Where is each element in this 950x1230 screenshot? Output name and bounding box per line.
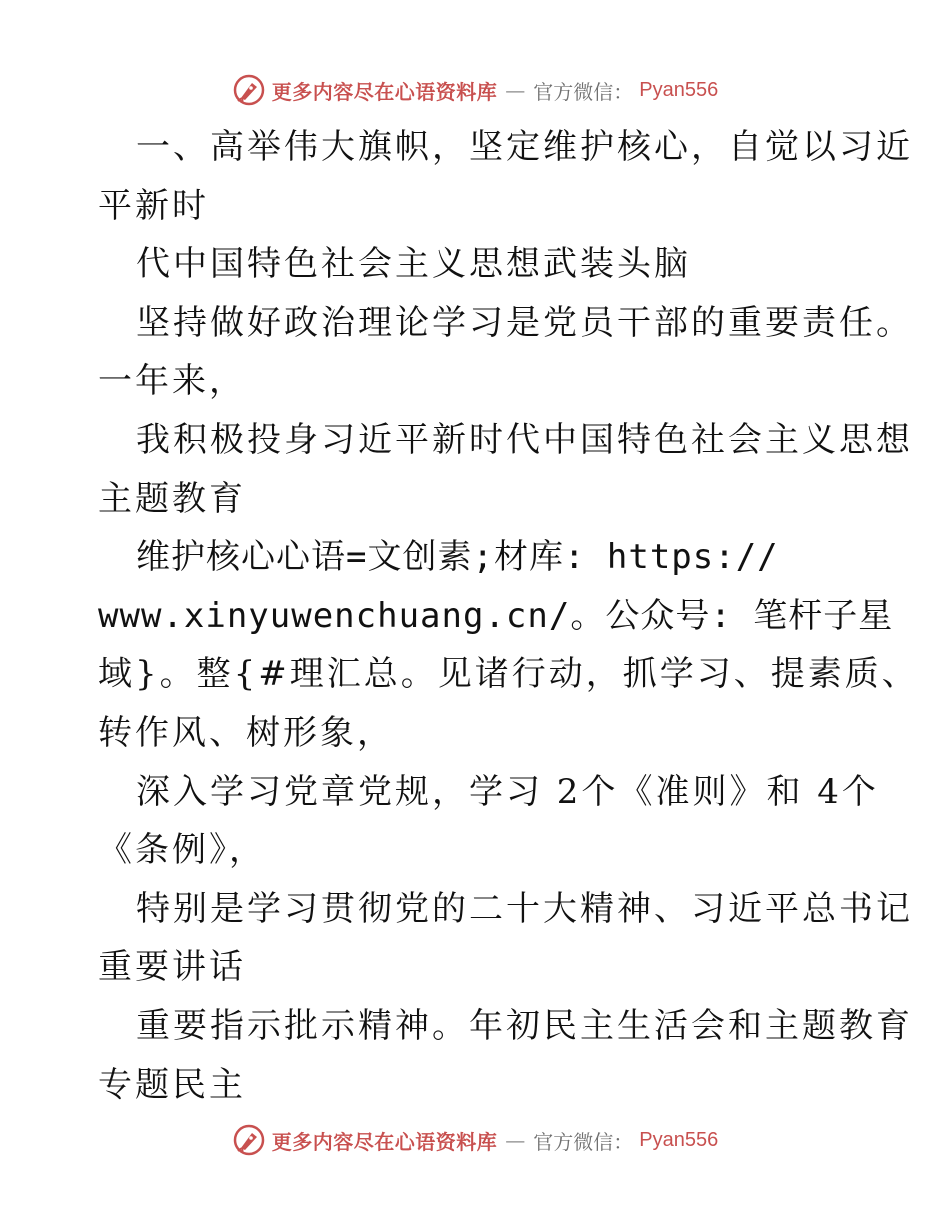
banner-wechat-label: 官方微信： — [533, 79, 634, 104]
text-line: 深入学习党章党规，学习 2个《准则》和 4个 — [136, 771, 879, 812]
text-line: 重要讲话 — [98, 947, 246, 988]
text-line: 域}。整{#理汇总。见诸行动，抓学习、提素质、 — [98, 654, 919, 695]
text-line: 我积极投身习近平新时代中国特色社会主义思想 — [136, 419, 913, 460]
text-line: 专题民主 — [98, 1064, 246, 1105]
banner-dash: — — [505, 78, 526, 102]
banner-wechat-id: Pyan556 — [639, 1128, 719, 1151]
text-line: 一年来， — [98, 361, 246, 402]
banner-main-text: 更多内容尽在心语资料库 — [271, 1129, 498, 1154]
text-line: 特别是学习贯彻党的二十大精神、习近平总书记 — [136, 888, 913, 929]
text-line: 代中国特色社会主义思想武装头脑 — [136, 244, 691, 285]
header-watermark-banner — [0, 70, 950, 110]
text-line: 一、高举伟大旗帜，坚定维护核心，自觉以习近 — [136, 127, 913, 167]
text-line: 主题教育 — [98, 478, 246, 519]
text-line: 转作风、树形象， — [98, 712, 394, 753]
banner-wechat-id: Pyan556 — [639, 78, 719, 101]
text-line: www.xinyuwenchuang.cn/。公众号: 笔杆子星 — [98, 595, 894, 636]
text-line: 《条例》， — [98, 830, 266, 871]
text-line: 坚持做好政治理论学习是党员干部的重要责任。 — [136, 302, 913, 343]
text-line: 重要指示批示精神。年初民主生活会和主题教育 — [136, 1005, 913, 1046]
text-line: 平新时 — [98, 185, 209, 226]
banner-wechat-label: 官方微信： — [533, 1129, 634, 1154]
document-body — [98, 118, 919, 1114]
footer-watermark-banner — [0, 1120, 950, 1160]
banner-main-text: 更多内容尽在心语资料库 — [271, 79, 498, 104]
banner-dash: — — [505, 1128, 526, 1152]
pen-nib-logo-icon — [232, 1123, 266, 1157]
text-line: 维护核心心语=文创素;材库: https:// — [136, 537, 779, 578]
pen-nib-logo-icon — [232, 73, 266, 107]
